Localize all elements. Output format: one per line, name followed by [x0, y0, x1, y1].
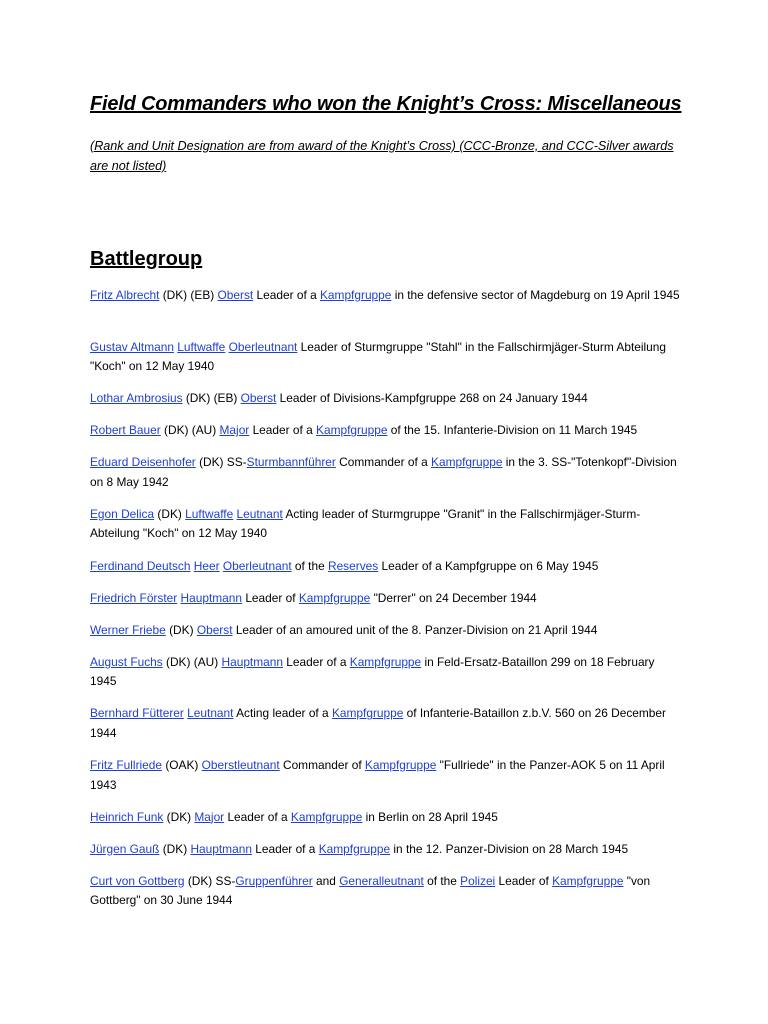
list-item	[90, 557, 680, 577]
term-link[interactable]: Kampfgruppe	[318, 841, 391, 856]
entry-text: Leader of a	[224, 809, 291, 824]
term-link[interactable]: Hauptmann	[190, 841, 252, 856]
entry-text: (DK) (AU)	[160, 423, 220, 438]
entry-text: Commander of	[279, 758, 365, 773]
list-item	[90, 453, 680, 492]
list-item	[90, 505, 680, 544]
term-link[interactable]: Kampfgruppe	[349, 654, 422, 669]
term-link[interactable]: Oberleutnant	[228, 339, 298, 354]
name-link[interactable]: Egon Delica	[90, 506, 155, 521]
entry-text: in the 3. SS-"Totenkopf"-Division on 8 May 1942	[90, 455, 677, 489]
term-link[interactable]: Major	[194, 809, 225, 824]
name-link[interactable]: Gustav Altmann	[90, 339, 174, 354]
term-link[interactable]: Oberstleutnant	[201, 758, 280, 773]
term-link[interactable]: Luftwaffe	[177, 339, 226, 354]
term-link[interactable]: Sturmbannführer	[246, 455, 336, 470]
name-link[interactable]: Bernhard Fütterer	[90, 706, 184, 721]
term-link[interactable]: Luftwaffe	[185, 506, 234, 521]
list-item	[90, 589, 680, 609]
entry-text: (DK) (EB)	[182, 391, 241, 406]
name-link[interactable]: August Fuchs	[90, 654, 163, 669]
entry-text: (DK)	[159, 841, 191, 856]
entry-text: and	[312, 873, 340, 888]
term-link[interactable]: Major	[219, 423, 250, 438]
term-link[interactable]: Kampfgruppe	[552, 873, 624, 888]
entry-text: Leader of a Kampfgruppe on 6 May 1945	[378, 558, 599, 573]
entry-list	[90, 286, 688, 911]
list-item	[90, 653, 680, 692]
term-link[interactable]: Gruppenführer	[235, 873, 313, 888]
name-link[interactable]: Ferdinand Deutsch	[90, 558, 191, 573]
entry-text: of the	[423, 873, 461, 888]
term-link[interactable]: Kampfgruppe	[316, 423, 388, 438]
term-link[interactable]: Kampfgruppe	[298, 590, 371, 605]
entry-text: of Infanterie-Bataillon z.b.V. 560 on 26 December 1944	[90, 706, 666, 740]
entry-text: Leader of a	[253, 288, 320, 302]
entry-text: (DK) SS-	[184, 873, 236, 888]
term-link[interactable]: Leutnant	[187, 706, 234, 721]
entry-text: in the 12. Panzer-Division on 28 March 1945	[390, 841, 629, 856]
entry-text: of the 15. Infanterie-Division on 11 March 1945	[387, 423, 638, 438]
term-link[interactable]: Oberst	[196, 622, 233, 637]
entry-text: (DK) (EB)	[159, 288, 218, 302]
term-link[interactable]: Oberst	[217, 288, 254, 302]
entry-text: (OAK)	[162, 758, 202, 773]
entry-text: Leader of a	[251, 841, 319, 856]
list-item	[90, 338, 680, 377]
name-link[interactable]: Friedrich Förster	[90, 590, 178, 605]
entry-text: (DK)	[165, 622, 197, 637]
list-item	[90, 389, 680, 409]
list-item	[90, 704, 680, 743]
term-link[interactable]: Kampfgruppe	[364, 758, 437, 773]
entry-text: Leader of Divisions-Kampfgruppe 268 on 24 January 1944	[276, 391, 588, 406]
name-link[interactable]: Curt von Gottberg	[90, 873, 185, 888]
section-heading-battlegroup: Battlegroup	[90, 248, 203, 270]
list-item	[90, 872, 680, 911]
entry-text: in Feld-Ersatz-Bataillon 299 on 18 February 1945	[90, 654, 655, 689]
term-link[interactable]: Heer	[193, 558, 220, 573]
term-link[interactable]: Oberleutnant	[222, 558, 292, 573]
entry-text: "von Gottberg" on 30 June 1944	[90, 873, 651, 908]
entry-text: Leader of an amoured unit of the 8. Panzer-Division on 21 April 1944	[232, 622, 598, 637]
entry-text: Commander of a	[335, 455, 432, 470]
entry-text: in the defensive sector of Magdeburg on 19 April 1945	[391, 288, 680, 302]
name-link[interactable]: Robert Bauer	[90, 423, 161, 438]
term-link[interactable]: Hauptmann	[221, 654, 283, 669]
name-link[interactable]: Fritz Fullriede	[90, 758, 163, 773]
term-link[interactable]: Kampfgruppe	[290, 809, 363, 824]
entry-text: Acting leader of Sturmgruppe "Granit" in the Fallschirmjäger-Sturm-Abteilung "Koch" on 12 May 1940	[90, 506, 641, 541]
term-link[interactable]: Polizei	[460, 873, 496, 888]
term-link[interactable]: Leutnant	[236, 506, 283, 521]
entry-text: (DK)	[163, 809, 195, 824]
term-link[interactable]: Kampfgruppe	[431, 455, 503, 470]
name-link[interactable]: Eduard Deisenhofer	[90, 455, 196, 470]
entry-text: Leader of	[495, 873, 553, 888]
list-item	[90, 621, 680, 641]
entry-text: Leader of a	[249, 423, 317, 438]
term-link[interactable]: Hauptmann	[180, 590, 243, 605]
entry-text: in Berlin on 28 April 1945	[362, 809, 498, 824]
list-item	[90, 808, 680, 828]
list-item	[90, 286, 680, 325]
list-item	[90, 840, 680, 860]
name-link[interactable]: Werner Friebe	[90, 622, 166, 637]
entry-text: of the	[291, 558, 328, 573]
entry-text: "Derrer" on 24 December 1944	[370, 590, 537, 605]
term-link[interactable]: Kampfgruppe	[320, 288, 392, 302]
name-link[interactable]: Jürgen Gauß	[90, 841, 160, 856]
entry-text: (DK)	[154, 506, 186, 521]
name-link[interactable]: Heinrich Funk	[90, 809, 164, 824]
entry-text: Acting leader of a	[233, 706, 332, 721]
entry-text: (DK) SS-	[195, 455, 247, 470]
entry-text: "Fullriede" in the Panzer-AOK 5 on 11 April 1943	[90, 758, 665, 792]
term-link[interactable]: Oberst	[240, 391, 277, 406]
entry-text: Leader of	[242, 590, 299, 605]
document-subtitle: (Rank and Unit Designation are from award of the Knight’s Cross) (CCC-Bronze, and CCC-Silver awards are not listed)	[90, 139, 674, 173]
entry-text: (DK) (AU)	[162, 654, 222, 669]
term-link[interactable]: Kampfgruppe	[331, 706, 404, 721]
name-link[interactable]: Fritz Albrecht	[90, 288, 160, 302]
list-item	[90, 756, 680, 795]
entry-text: Leader of a	[282, 654, 350, 669]
term-link[interactable]: Generalleutnant	[339, 873, 424, 888]
list-item	[90, 421, 680, 441]
entry-text: Leader of Sturmgruppe "Stahl" in the Fallschirmjäger-Sturm Abteilung "Koch" on 12 May 1940	[90, 339, 667, 374]
document-title: Field Commanders who won the Knight’s Cross: Miscellaneous	[90, 93, 682, 115]
name-link[interactable]: Lothar Ambrosius	[90, 391, 183, 406]
term-link[interactable]: Reserves	[327, 558, 379, 573]
